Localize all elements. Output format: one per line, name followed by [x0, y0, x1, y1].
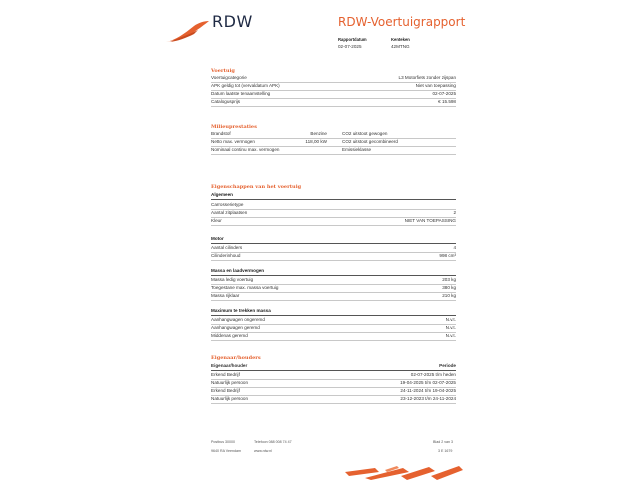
- row-label: Kleur: [211, 218, 222, 223]
- row-value: 2: [453, 210, 456, 215]
- row-label-2: Emissieklasse: [342, 147, 372, 152]
- row-label: Catalogusprijs: [211, 99, 241, 104]
- table-row: [211, 332, 456, 341]
- row-value: 02-07-2025 t/m heden: [410, 372, 456, 377]
- rdw-logo-icon: [164, 20, 210, 44]
- subsection-trekken-title: Maximum te trekken massa: [211, 308, 271, 313]
- row-label: Nominaal continu max. vermogen: [211, 147, 280, 152]
- logo-text: RDW: [212, 12, 253, 31]
- row-label: Aanhangwagen ongeremd: [211, 317, 265, 322]
- row-value: 203 kg: [442, 277, 456, 282]
- row-label: APK geldig tot (vervaldatum APK): [211, 83, 280, 88]
- row-label: Voertuigcategorie: [211, 75, 247, 80]
- row-label: Aanhangwagen geremd: [211, 325, 260, 330]
- row-value: N.v.t.: [445, 325, 456, 330]
- footer-phone: Telefoon 088 008 74 47: [254, 440, 292, 444]
- row-value: N.v.t.: [445, 317, 456, 322]
- row-value: 02-07-2025: [432, 91, 456, 96]
- row-label: Massa rijklaar: [211, 293, 240, 298]
- column-header-period: Periode: [439, 363, 456, 368]
- row-value: N.v.t.: [445, 333, 456, 338]
- footer-address: 9640 RA Veendam: [211, 449, 241, 453]
- row-label: Middenas geremd: [211, 333, 248, 338]
- row-label-2: CO2 uitstoot gewogen: [342, 131, 388, 136]
- plate-label: Kenteken: [391, 37, 410, 42]
- document-title: RDW-Voertuigrapport: [338, 15, 466, 29]
- row-value: L3 Motorfiets zonder zijspan: [398, 75, 456, 80]
- divider: [211, 199, 456, 200]
- row-value: 24-11-2024 t/m 19-04-2025: [400, 388, 456, 393]
- row-value: Niet van toepassing: [415, 83, 456, 88]
- subsection-algemeen-title: Algemeen: [211, 192, 233, 197]
- row-value: 23-12-2023 t/m 24-11-2024: [400, 396, 456, 401]
- table-row: [211, 292, 456, 301]
- decorative-stripes-icon: [345, 464, 463, 480]
- row-value: Benzine: [310, 131, 327, 136]
- row-label: Toegestane max. massa voertuig: [211, 285, 279, 290]
- section-eigenaar-title: Eigenaar/houders: [211, 355, 261, 361]
- row-value: NIET VAN TOEPASSING: [404, 218, 456, 223]
- row-label: Netto max. vermogen: [211, 139, 255, 144]
- row-label: Aantal cilinders: [211, 245, 243, 250]
- row-value: 210 kg: [442, 293, 456, 298]
- row-value: 4: [453, 245, 456, 250]
- row-label: Massa ledig voertuig: [211, 277, 254, 282]
- row-value: 998 cm³: [439, 253, 456, 258]
- row-label: Erkend Bedrijf: [211, 388, 240, 393]
- section-milieu-title: Milieuprestaties: [211, 124, 257, 130]
- row-label: Datum laatste tenaamstelling: [211, 91, 271, 96]
- footer-page: Blad 2 van 3: [433, 440, 453, 444]
- row-label: Aantal zitplaatsen: [211, 210, 248, 215]
- footer-postbus: Postbus 30000: [211, 440, 235, 444]
- table-row: [211, 395, 456, 404]
- table-row: [211, 98, 456, 107]
- report-date: 02-07-2025: [338, 44, 362, 49]
- subsection-motor-title: Motor: [211, 236, 224, 241]
- subsection-massa-title: Massa en laadvermogen: [211, 268, 265, 273]
- section-eigenschappen-title: Eigenschappen van het voertuig: [211, 184, 302, 190]
- plate-number: 42MTNG: [391, 44, 410, 49]
- row-value: € 15.598: [438, 99, 456, 104]
- table-header: [211, 362, 456, 371]
- row-label: Natuurlijk persoon: [211, 380, 249, 385]
- section-voertuig-title: Voertuig: [211, 68, 235, 74]
- row-label: Natuurlijk persoon: [211, 396, 249, 401]
- column-header-owner: Eigenaar/houder: [211, 363, 248, 368]
- row-label: Brandstof: [211, 131, 231, 136]
- table-row: [211, 146, 456, 155]
- row-label: Cilinderinhoud: [211, 253, 241, 258]
- table-row: [211, 217, 456, 226]
- row-label: Erkend Bedrijf: [211, 372, 240, 377]
- footer-website: www.rdw.nl: [254, 449, 272, 453]
- footer-code: 3 E 1679: [438, 449, 453, 453]
- report-date-label: Rapportdatum: [338, 37, 367, 42]
- row-value: 380 kg: [442, 285, 456, 290]
- row-value: 19-04-2025 t/m 02-07-2025: [400, 380, 456, 385]
- row-label-2: CO2 uitstoot gecombineerd: [342, 139, 398, 144]
- row-value: 118,00 kW: [305, 139, 327, 144]
- row-label: Carrosserietype: [211, 202, 244, 207]
- table-row: [211, 252, 456, 261]
